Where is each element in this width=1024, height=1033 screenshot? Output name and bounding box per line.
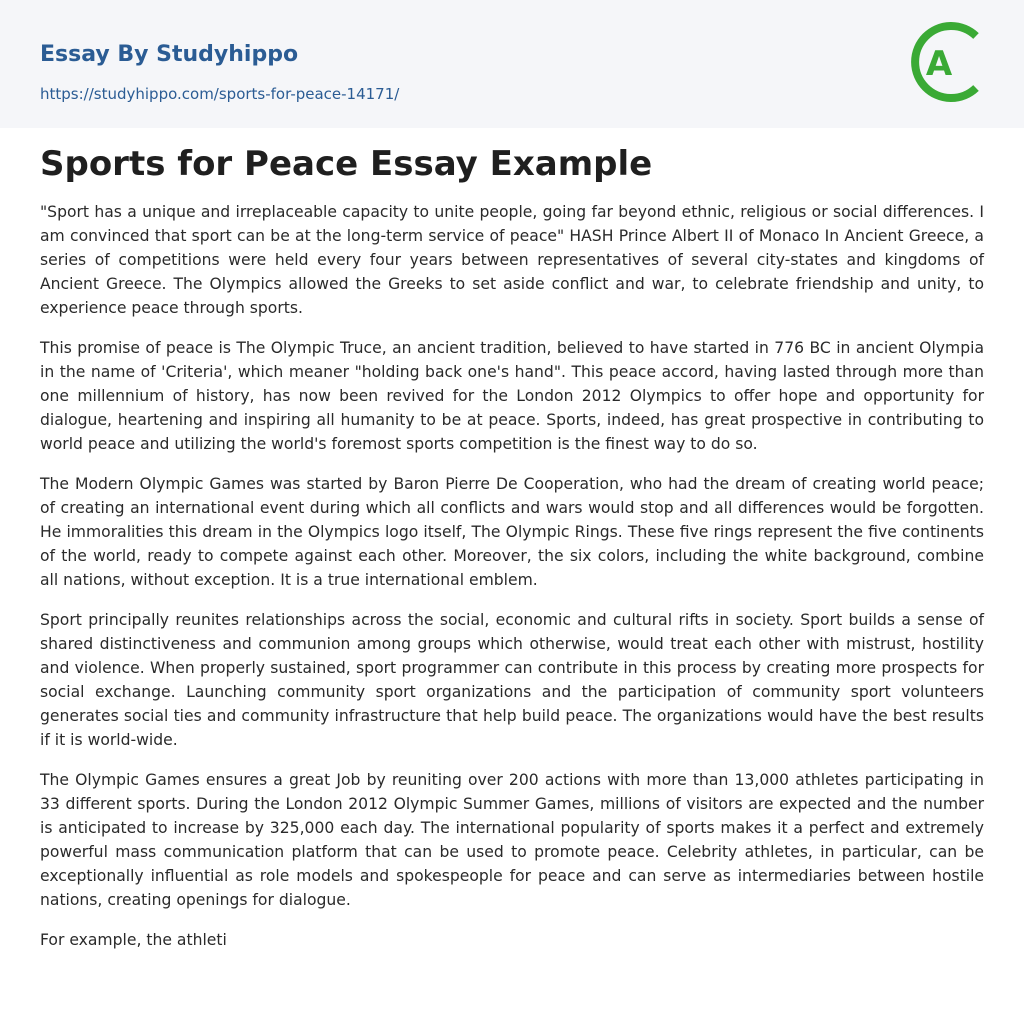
logo-letter: A bbox=[925, 44, 953, 84]
essay-paragraph: The Modern Olympic Games was started by Baron Pierre De Cooperation, who had the dream of creating world peace; of creating an international event during which all conflicts and wars would stop and all differences would be forgotten. He immoralities this dream in the Olympics logo itself, The Olympic Rings. These five rings represent the five continents of the world, ready to compete against each other. Moreover, the six colors, including the white background, combine all nations, without exception. It is a true international emblem. bbox=[40, 475, 984, 589]
site-header bbox=[0, 0, 1024, 128]
essay-paragraph: The Olympic Games ensures a great Job by reuniting over 200 actions with more than 13,000 athletes participating in 33 different sports. During the London 2012 Olympic Summer Games, millions of visitors are expected and the number is anticipated to increase by 325,000 each day. The international popularity of sports makes it a perfect and extremely powerful mass communication platform that can be used to promote peace. Celebrity athletes, in particular, can be exceptionally influential as role models and spokespeople for peace and can serve as intermediaries between hostile nations, creating openings for dialogue. bbox=[40, 771, 984, 909]
essay-body bbox=[40, 200, 984, 968]
page-title: Sports for Peace Essay Example bbox=[40, 144, 653, 184]
essay-paragraph: "Sport has a unique and irreplaceable capacity to unite people, going far beyond ethnic, religious or social differences. I am convinced that sport can be at the long-term service of peace" HASH Prince Albert II of Monaco In Ancient Greece, a series of competitions were held every four years between representatives of several city-states and kingdoms of Ancient Greece. The Olympics allowed the Greeks to set aside conflict and war, to celebrate friendship and unity, to experience peace through sports. bbox=[40, 203, 984, 317]
essay-paragraph-truncated: For example, the athleti bbox=[40, 931, 227, 949]
brand-title[interactable]: Essay By Studyhippo bbox=[40, 42, 299, 67]
essay-paragraph: This promise of peace is The Olympic Truce, an ancient tradition, believed to have started in 776 BC in ancient Olympia in the name of 'Criteria', which meaner "holding back one's hand". This peace accord, having lasted through more than one millennium of history, has now been revived for the London 2012 Olympics to offer hope and opportunity for dialogue, heartening and inspiring all humanity to be at peace. Sports, indeed, has great prospective in contributing to world peace and utilizing the world's foremost sports competition is the finest way to do so. bbox=[40, 339, 984, 453]
essay-paragraph: Sport principally reunites relationships across the social, economic and cultural rifts in society. Sport builds a sense of shared distinctiveness and communion among groups which otherwise, would treat each other with mistrust, hostility and violence. When properly sustained, sport programmer can contribute in this process by creating more prospects for social exchange. Launching community sport organizations and the participation of community sport volunteers generates social ties and community infrastructure that help build peace. The organizations would have the best results if it is world-wide. bbox=[40, 611, 984, 749]
source-url-link[interactable]: https://studyhippo.com/sports-for-peace-14171/ bbox=[40, 85, 400, 103]
studyhippo-logo-icon[interactable] bbox=[910, 18, 988, 106]
